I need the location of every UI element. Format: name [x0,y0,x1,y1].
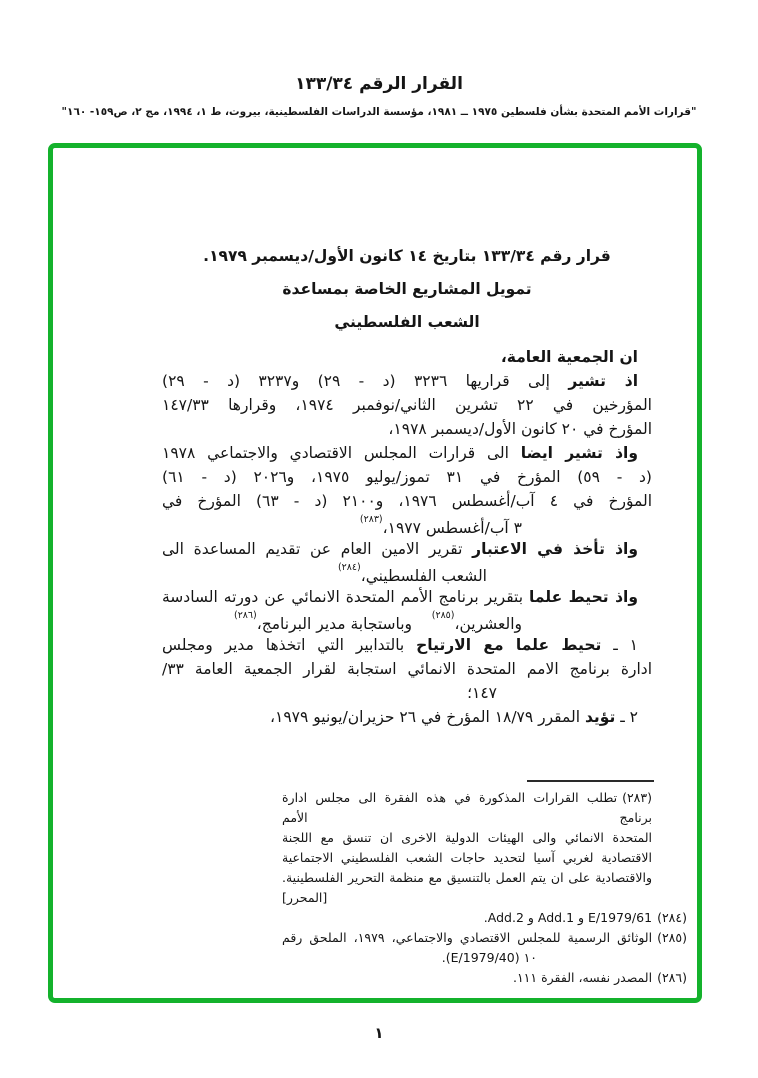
body-text: الشعب الفلسطيني، [360,567,487,586]
body-text: تقرير الامين العام عن تقديم المساعدة الى [162,540,473,558]
body-text: المؤرخين في ٢٢ تشرين الثاني/نوفمبر ١٩٧٤، وقرارها ١٤٧/٣٣ [162,396,652,414]
item-number: ٢ ـ [615,708,638,726]
resolution-heading-line: تمويل المشاريع الخاصة بمساعدة [282,280,532,298]
footnote-number: (٢٨٣) [622,790,652,805]
footnote-line [282,888,687,908]
body-line [162,585,652,609]
footnote-text: والاقتصادية على ان يتم العمل بالتنسيق مع منظمة التحرير الفلسطينية. [282,870,652,885]
footnotes-block [282,780,687,988]
body-line [162,681,652,705]
footnote-text: المتحدة الانمائي والى الهيئات الدولية الاخرى ان تنسق مع اللجنة [282,830,652,845]
footnote-separator [527,780,654,782]
body-line [162,537,652,561]
footnote-text: [المحرر] [282,890,328,905]
resolution-text-column [162,240,652,729]
source-citation: "قرارات الأمم المتحدة بشأن فلسطين ١٩٧٥ ــ ١٩٨١، مؤسسة الدراسات الفلسطينية، بيروت، ط ١، ١٩٩٤، مج ٢، ص١٥٩- ١٦٠" [61,106,697,118]
body-line [162,657,652,681]
body-text: بالتدابير التي اتخذها مدير ومجلس [162,636,417,654]
document-title: القرار الرقم ١٣٣/٣٤ [295,74,463,94]
preamble-lead: واذ تحيط علما [529,588,638,606]
body-line [162,345,652,369]
footnote-text: الوثائق الرسمية للمجلس الاقتصادي والاجتماعي، ١٩٧٩، الملحق رقم [282,930,653,945]
operative-lead: تحيط علما مع الارتياح [416,636,602,654]
body-line [162,561,652,585]
footnote-line [282,848,687,868]
resolution-frame [48,143,702,1003]
footnote-line [282,968,687,988]
body-line [162,705,652,729]
body-line [162,633,652,657]
body-text: والعشرين، [454,615,522,634]
body-text: ادارة برنامج الامم المتحدة الانمائي استجابة لقرار الجمعية العامة ٣٣/ [162,660,652,678]
preamble-lead: اذ تشير [568,372,639,390]
body-line [162,513,652,537]
footnote-marker: (٢٨٣) [359,514,383,525]
footnote-line [282,908,687,928]
page-number: ١ [374,1024,384,1042]
resolution-heading-line: قرار رقم ١٣٣/٣٤ بتاريخ ١٤ كانون الأول/ديسمبر ١٩٧٩. [203,247,611,265]
footnote-line [282,868,687,888]
footnote-text: تطلب القرارات المذكورة في هذه الفقرة الى مجلس ادارة برنامج الأمم [282,790,652,825]
body-text: ١٤٧؛ [467,684,497,702]
footnote-marker: (٢٨٥) [431,610,455,621]
body-text: المقرر ١٨/٧٩ المؤرخ في ٢٦ حزيران/يونيو ١٩٧٩، [270,708,585,726]
body-text: المؤرخ في ٢٠ كانون الأول/ديسمبر ١٩٧٨، [388,420,652,438]
footnote-marker: (٢٨٦) [233,610,257,621]
body-text: (د - ٥٩) المؤرخ في ٣١ تموز/يوليو ١٩٧٥، و٢٠٢٦ (د - ٦١) [162,468,652,486]
footnote-line [282,788,687,828]
footnote-marker: (٢٨٤) [337,562,361,573]
body-line [162,609,652,633]
footnote-line [282,948,687,968]
operative-lead: تؤيد [584,708,616,726]
body-line [162,369,652,393]
body-line [162,441,652,465]
footnote-text: الاقتصادية لغربي آسيا لتحديد حاجات الشعب الفلسطيني الاجتماعية [282,850,652,865]
resolution-heading-line: الشعب الفلسطيني [334,313,480,331]
body-line [162,489,652,513]
item-number: ١ ـ [601,636,638,654]
preamble-lead: ان الجمعية العامة، [500,348,638,366]
footnote-line [282,928,687,948]
footnote-text: المصدر نفسه، الفقرة ١١١. [512,970,653,985]
body-text: وباستجابة مدير البرنامج، [256,615,432,634]
footnote-text: ١٠ (E/1979/40). [441,950,537,965]
preamble-lead: واذ تأخذ في الاعتبار [472,540,638,558]
body-line [162,393,652,417]
footnote-number: (٢٨٥) [657,930,688,945]
footnote-text: E/1979/61 و Add.1 و Add.2. [483,910,653,925]
body-text: الى قرارات المجلس الاقتصادي والاجتماعي ١٩٧٨ [162,444,521,462]
body-line [162,417,652,441]
footnote-number: (٢٨٦) [657,970,687,985]
body-text: المؤرخ في ٤ آب/أغسطس ١٩٧٦، و٢١٠٠ (د - ٦٣) المؤرخ في [162,492,652,510]
body-text: إلى قراريها ٣٢٣٦ (د - ٢٩) و٣٢٣٧ (د - ٢٩) [162,372,569,390]
footnote-number: (٢٨٤) [657,910,687,925]
body-text: بتقرير برنامج الأمم المتحدة الانمائي عن دورته السادسة [162,588,530,606]
body-line [162,465,652,489]
preamble-lead: واذ تشير ايضا [520,444,638,462]
footnote-line [282,828,687,848]
body-text: ٣ آب/أغسطس ١٩٧٧، [382,519,522,538]
